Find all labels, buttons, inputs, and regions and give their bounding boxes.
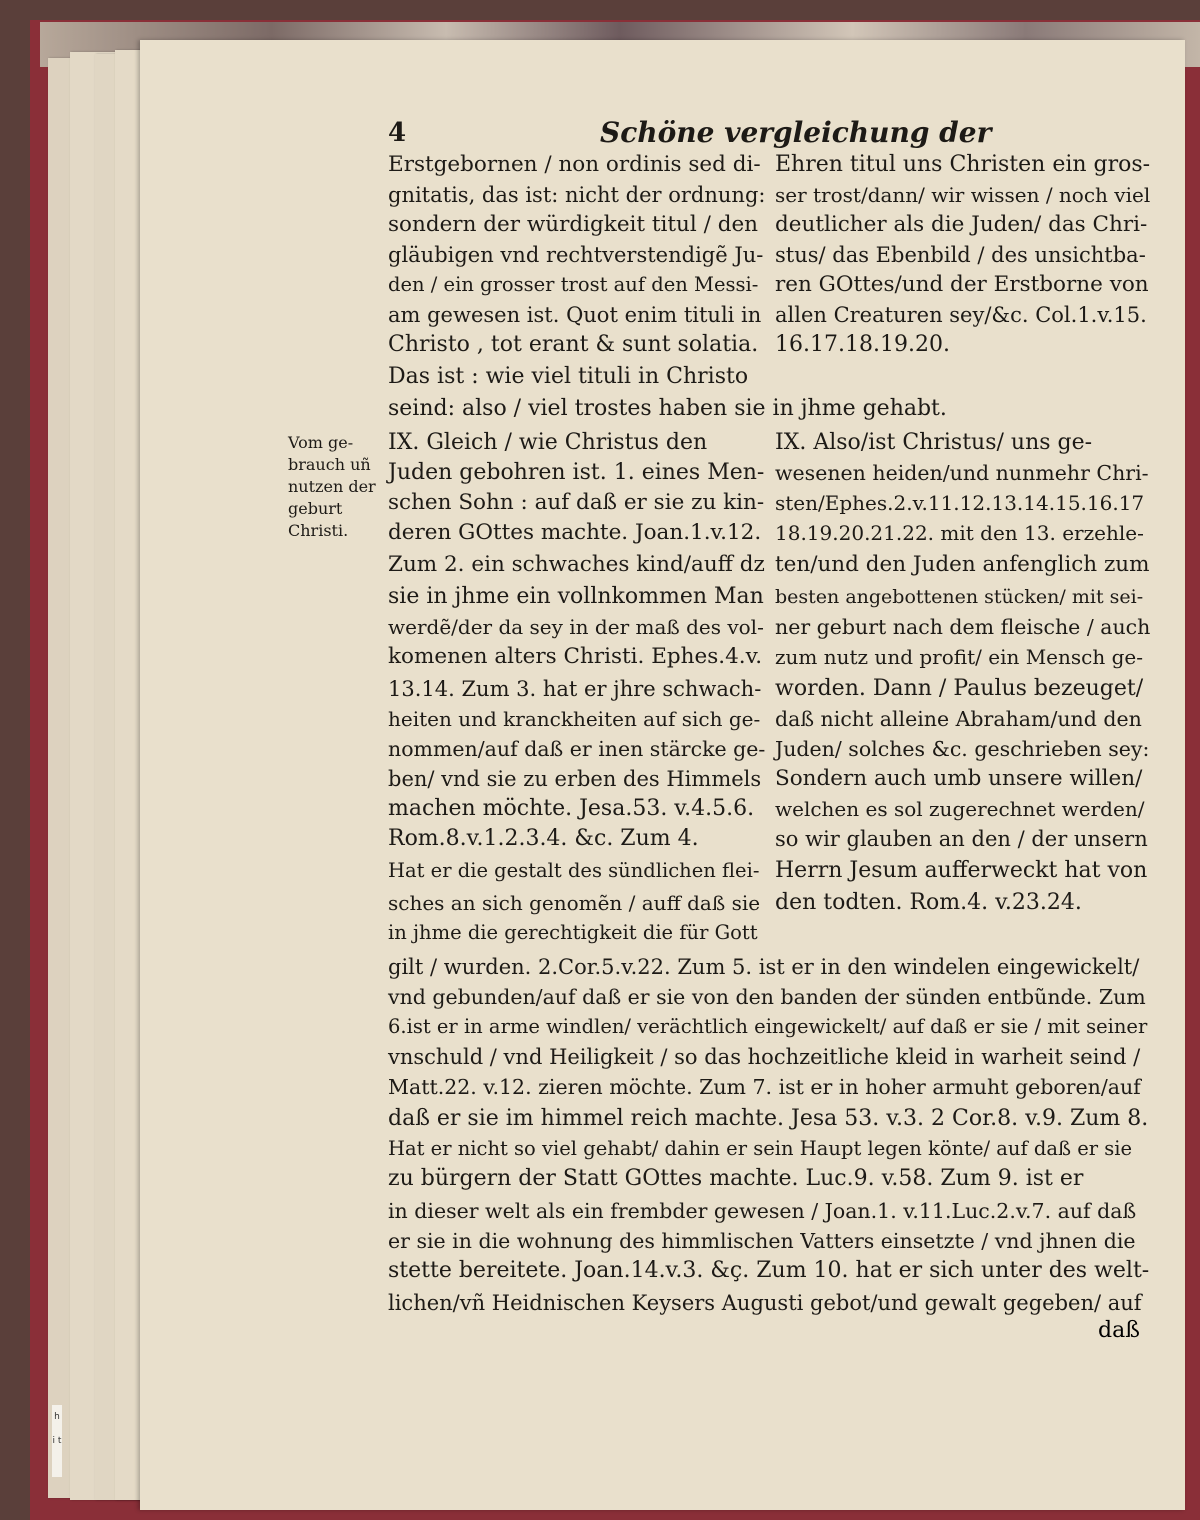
text-line: stus/ das Ebenbild / des unsichtba-: [775, 243, 1146, 267]
text-line: besten angebottenen stücken/ mit sei-: [775, 586, 1144, 608]
text-line: so wir glauben an den / der unsern: [775, 827, 1148, 851]
text-line: komenen alters Christi. Ephes.4.v.: [388, 644, 763, 669]
text-line: gilt / wurden. 2.Cor.5.v.22. Zum 5. ist er in den windelen eingewickelt/: [388, 955, 1140, 979]
text-line: am gewesen ist. Quot enim tituli in: [388, 303, 762, 327]
text-line: deren GOttes machte. Joan.1.v.12.: [388, 520, 762, 545]
catchword: daß: [1098, 1318, 1140, 1343]
text-line: Das ist : wie viel tituli in Christo: [388, 364, 749, 389]
text-line: Juden/ solches &c. geschrieben sey:: [775, 737, 1150, 761]
text-line: Christo , tot erant & sunt solatia.: [388, 332, 759, 357]
text-line: Matt.22. v.12. zieren möchte. Zum 7. ist er in hoher armuht geboren/auf: [388, 1075, 1141, 1099]
text-line: den todten. Rom.4. v.23.24.: [775, 890, 1082, 915]
text-line: sches an sich genomẽn / auff daß sie: [388, 891, 761, 915]
text-line: ten/und den Juden anfenglich zum: [775, 552, 1150, 577]
text-line: vnd gebunden/auf daß er sie von den banden der sünden entbũnde. Zum: [388, 985, 1146, 1009]
text-line: ner geburt nach dem fleische / auch: [775, 615, 1151, 639]
text-line: Rom.8.v.1.2.3.4. &c. Zum 4.: [388, 826, 699, 851]
text-line: welchen es sol zugerechnet werden/: [775, 797, 1145, 821]
text-line: sten/Ephes.2.v.11.12.13.14.15.16.17: [775, 491, 1145, 515]
text-line: 6.ist er in arme windlen/ verächtlich eingewickelt/ auf daß er sie / mit seiner: [388, 1015, 1148, 1038]
text-line: nommen/auf daß er inen stärcke ge-: [388, 737, 766, 761]
text-line: 18.19.20.21.22. mit den 13. erzehle-: [775, 521, 1144, 545]
running-title: Schöne vergleichung der: [600, 116, 992, 149]
text-line: Herrn Jesum aufferweckt hat von: [775, 858, 1148, 883]
text-line: 13.14. Zum 3. hat er jhre schwach-: [388, 677, 762, 701]
text-line: heiten und kranckheiten auf sich ge-: [388, 707, 761, 731]
margin-note-line: Christi.: [288, 521, 349, 540]
text-line: daß er sie im himmel reich machte. Jesa 53. v.3. 2 Cor.8. v.9. Zum 8.: [388, 1106, 1149, 1131]
margin-note: [288, 432, 390, 542]
margin-note-line: geburt: [288, 499, 343, 518]
text-line: lichen/vñ Heidnischen Keysers Augusti gebot/und gewalt gegeben/ auf: [388, 1291, 1142, 1315]
library-label-slip: h i t: [52, 1405, 62, 1477]
text-line: zum nutz und profit/ ein Mensch ge-: [775, 645, 1143, 669]
text-line: IX. Gleich / wie Christus den: [388, 430, 708, 455]
text-line: zu bürgern der Statt GOttes machte. Luc.9. v.58. Zum 9. ist er: [388, 1166, 1084, 1191]
text-line: er sie in die wohnung des himmlischen Vatters einsetzte / vnd jhnen die: [388, 1229, 1136, 1253]
text-line: Zum 2. ein schwaches kind/auff dz: [388, 552, 765, 577]
text-line: machen möchte. Jesa.53. v.4.5.6.: [388, 796, 755, 821]
text-line: Sondern auch umb unsere willen/: [775, 766, 1143, 791]
text-line: vnschuld / vnd Heiligkeit / so das hochzeitliche kleid in warheit seind /: [388, 1045, 1141, 1069]
text-line: 16.17.18.19.20.: [775, 332, 950, 357]
text-line: in dieser welt als ein frembder gewesen / Joan.1. v.11.Luc.2.v.7. auf daß: [388, 1199, 1137, 1223]
margin-note-line: Vom ge-: [288, 433, 354, 452]
margin-note-line: nutzen der: [288, 477, 376, 496]
text-line: in jhme die gerechtigkeit die für Gott: [388, 921, 758, 944]
text-line: deutlicher als die Juden/ das Chri-: [775, 212, 1148, 237]
text-line: Hat er die gestalt des sündlichen flei-: [388, 859, 760, 882]
text-line: ser trost/dann/ wir wissen / noch viel: [775, 183, 1151, 207]
text-line: Ehren titul uns Christen ein gros-: [775, 152, 1151, 177]
text-line: allen Creaturen sey/&c. Col.1.v.15.: [775, 303, 1147, 327]
text-line: Hat er nicht so viel gehabt/ dahin er sein Haupt legen könte/ auf daß er sie: [388, 1137, 1133, 1160]
text-line: IX. Also/ist Christus/ uns ge-: [775, 430, 1093, 455]
text-line: gnitatis, das ist: nicht der ordnung:: [388, 183, 766, 207]
text-line: seind: also / viel trostes haben sie in jhme gehabt.: [388, 396, 947, 421]
text-line: werdẽ/der da sey in der maß des vol-: [388, 615, 764, 639]
page-number: 4: [388, 118, 407, 148]
text-line: ren GOttes/und der Erstborne von: [775, 272, 1149, 297]
text-line: Juden gebohren ist. 1. eines Men-: [388, 460, 765, 485]
text-line: worden. Dann / Paulus bezeuget/: [775, 676, 1144, 701]
text-line: wesenen heiden/und nunmehr Chri-: [775, 461, 1149, 485]
text-line: sie in jhme ein vollnkommen Man: [388, 584, 764, 609]
text-line: Erstgebornen / non ordinis sed di-: [388, 152, 761, 177]
text-line: stette bereitete. Joan.14.v.3. &ç. Zum 10. hat er sich unter des welt-: [388, 1258, 1150, 1283]
text-line: den / ein grosser trost auf den Messi-: [388, 273, 759, 296]
text-line: sondern der würdigkeit titul / den: [388, 212, 759, 237]
text-line: schen Sohn : auf daß er sie zu kin-: [388, 490, 765, 515]
margin-note-line: brauch uñ: [288, 455, 371, 474]
text-line: daß nicht alleine Abraham/und den: [775, 707, 1142, 731]
text-line: gläubigen vnd rechtverstendigẽ Ju-: [388, 243, 764, 267]
text-line: ben/ vnd sie zu erben des Himmels: [388, 767, 762, 791]
